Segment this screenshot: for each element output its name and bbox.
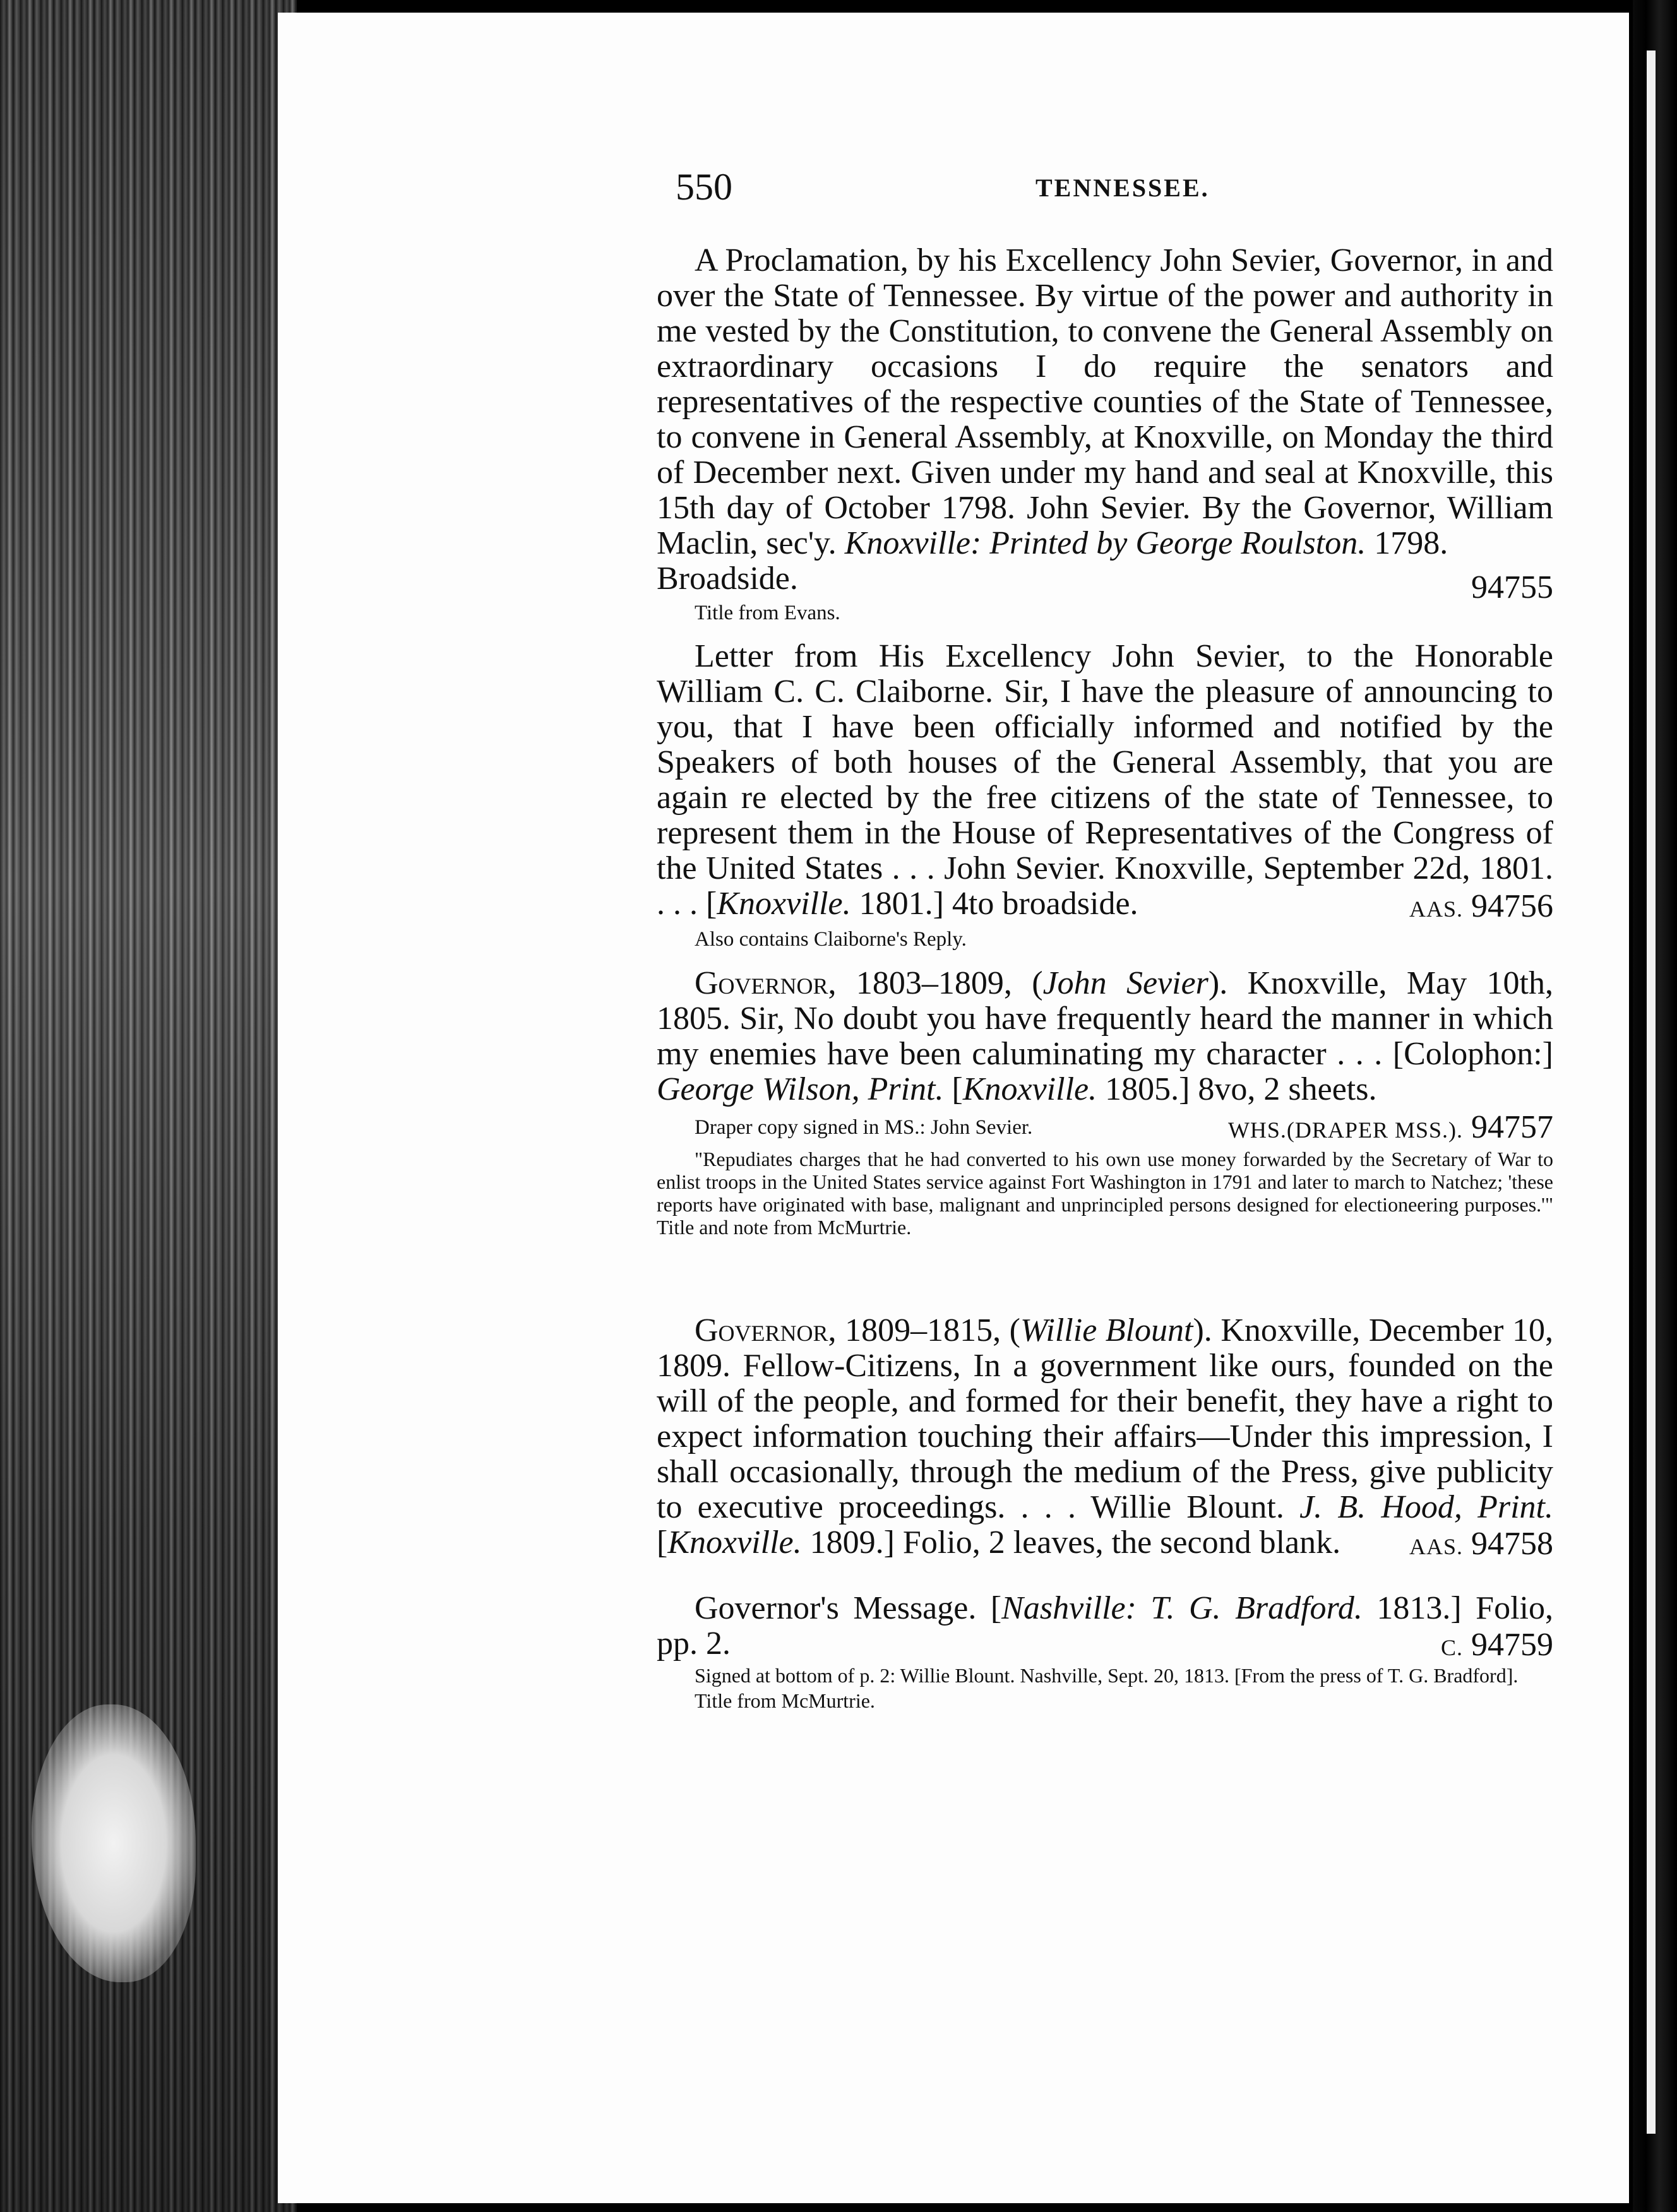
entry-note-block: "Repudiates charges that he had converted to his own use money forwarded by the Secretary of War to enlist troops in the United States service against Fort Washington in 1791 and later to march to Natchez; 'these reports have originated with base, malignant and unprincipled persons designed for electioneering purposes.'" Title and note from McMurtrie. xyxy=(657,1148,1553,1239)
entry-text: Governor, 1809–1815, (Willie Blount). Knoxville, December 10, 1809. Fellow-Citizens, In a government like ours, founded on the will of the people, and formed for their benefit, they have a right to expect information touching their affairs—Under this impression, I shall occasionally, through the medium of the Press, give publicity to executive proceedings. . . . Willie Blount. J. B. Hood, Print. [Knoxville. 1809.] Folio, 2 leaves, the second blank. xyxy=(657,1312,1554,1561)
entry-location-row xyxy=(657,1528,1553,1561)
entry-imprint: Knoxville. xyxy=(962,1071,1097,1107)
entry-body: Governor's Message. [ xyxy=(695,1590,1002,1626)
entry-imprint: Knoxville. xyxy=(717,886,851,922)
entry-heading: Governor, xyxy=(695,965,837,1001)
entry-note: Draper copy signed in MS.: John Sevier. xyxy=(695,1116,1033,1139)
entry-location-number xyxy=(1441,1629,1553,1664)
entry-text xyxy=(657,243,1553,561)
entry-note-2: Title from McMurtrie. xyxy=(695,1689,875,1712)
entry-location: C. xyxy=(1440,1635,1463,1660)
entry-note: Also contains Claiborne's Reply. xyxy=(695,928,967,951)
entry-location: AAS. xyxy=(1409,1534,1463,1559)
entry-tail-text: 1809.] Folio, 2 leaves, the second blank. xyxy=(809,1525,1341,1561)
entry-location: AAS. xyxy=(1409,896,1463,922)
entry-94758 xyxy=(657,1313,1553,1561)
running-head: TENNESSEE. xyxy=(1035,174,1210,202)
page-number: 550 xyxy=(676,166,732,208)
entry-number: 94757 xyxy=(1471,1109,1553,1145)
entry-number: 94758 xyxy=(1471,1526,1553,1562)
entry-number: 94755 xyxy=(1471,569,1553,605)
entry-94755 xyxy=(657,243,1553,627)
entry-person: Willie Blount xyxy=(1020,1312,1193,1348)
entry-imprint: Knoxville: Printed by George Roulston. xyxy=(844,525,1366,561)
page-header xyxy=(676,165,1560,210)
entry-94757 xyxy=(657,966,1553,1239)
entry-tail xyxy=(657,561,1553,605)
entry-years: 1809–1815, xyxy=(845,1312,1001,1348)
entry-printer: J. B. Hood, Print. xyxy=(1299,1489,1554,1525)
entry-number: 94756 xyxy=(1471,888,1553,924)
entry-note-row xyxy=(657,1110,1553,1145)
entry-body: Knoxville, May 10th, 1805. Sir, No doubt you have frequently heard the manner in which my enemies have been caluminating my character . . . [Colophon:] xyxy=(657,965,1553,1072)
entry-tail-text: 1805.] 8vo, 2 sheets. xyxy=(1105,1071,1377,1107)
next-page-strip xyxy=(1647,51,1656,2134)
entry-location-number xyxy=(1228,1110,1553,1148)
entry-years: 1803–1809, xyxy=(856,965,1012,1001)
entry-note: Signed at bottom of p. 2: Willie Blount. Nashville, Sept. 20, 1813. [From the press of T. G. Bradford]. xyxy=(695,1664,1519,1687)
entry-location: WHS.(DRAPER MSS.). xyxy=(1227,1117,1463,1143)
entry-text: Governor, 1803–1809, (John Sevier). Knoxville, May 10th, 1805. Sir, No doubt you have frequently heard the manner in which my enemies have been caluminating my character . . . [Colophon:] George Wilson, Print. [Knoxville. 1805.] 8vo, 2 sheets. xyxy=(657,965,1553,1107)
entry-body: Knoxville, December 10, 1809. Fellow-Citizens, In a government like ours, founded on the will of the people, and formed for their benefit, they have a right to expect information touching their affairs—Under this impression, I shall occasionally, through the medium of the Press, give publicity to executive proceedings. . . . Willie Blount. xyxy=(657,1312,1553,1525)
entry-location-number xyxy=(1409,1528,1553,1563)
entry-format: Broadside. xyxy=(657,561,798,597)
entry-person: John Sevier xyxy=(1042,965,1209,1001)
entry-body: Letter from His Excellency John Sevier, to the Honorable William C. C. Claiborne. Sir, I have the pleasure of announcing to you, that I have been officially informed and notified by the Speakers of both houses of the General Assembly, that you are again re elected by the free citizens of the state of Tennessee, to represent them in the House of Representatives of the Congress of the United States . . . John Sevier. Knoxville, September 22d, 1801. . . . [ xyxy=(657,638,1553,922)
entry-tail-text: 1801.] 4to broadside. xyxy=(859,886,1138,922)
entry-location-number xyxy=(1409,890,1553,925)
entry-text xyxy=(657,639,1553,922)
entry-heading: Governor, xyxy=(695,1312,837,1348)
entry-94756 xyxy=(657,639,1553,953)
entry-tail-text: 1813.] Folio, pp. 2. xyxy=(657,1590,1553,1662)
entry-body: A Proclamation, by his Excellency John Sevier, Governor, in and over the State of Tennessee. By virtue of the power and authority in me vested by the Constitution, to convene the General Assembly on extraordinary occasions I do require the senators and representatives of the respective counties of the State of Tennessee, to convene in General Assembly, at Knoxville, on Monday the third of December next. Given under my hand and seal at Knoxville, this 15th day of October 1798. John Sevier. By the Governor, William Maclin, sec'y. xyxy=(657,242,1553,561)
entry-note: Title from Evans. xyxy=(695,602,840,624)
scan-right-edge xyxy=(1633,0,1677,2212)
entry-number: 94759 xyxy=(1471,1627,1553,1663)
entry-location-row xyxy=(657,1629,1553,1662)
entry-location-row xyxy=(657,890,1553,923)
entry-year: 1798. xyxy=(1374,525,1448,561)
entry-note-row xyxy=(657,599,1553,627)
entry-note-row xyxy=(657,925,1553,953)
entry-imprint: Nashville: T. G. Bradford. xyxy=(1001,1590,1363,1626)
entry-printer: George Wilson, Print. xyxy=(657,1071,944,1107)
entry-94759 xyxy=(657,1591,1553,1712)
entry-imprint: Knoxville. xyxy=(667,1525,802,1561)
